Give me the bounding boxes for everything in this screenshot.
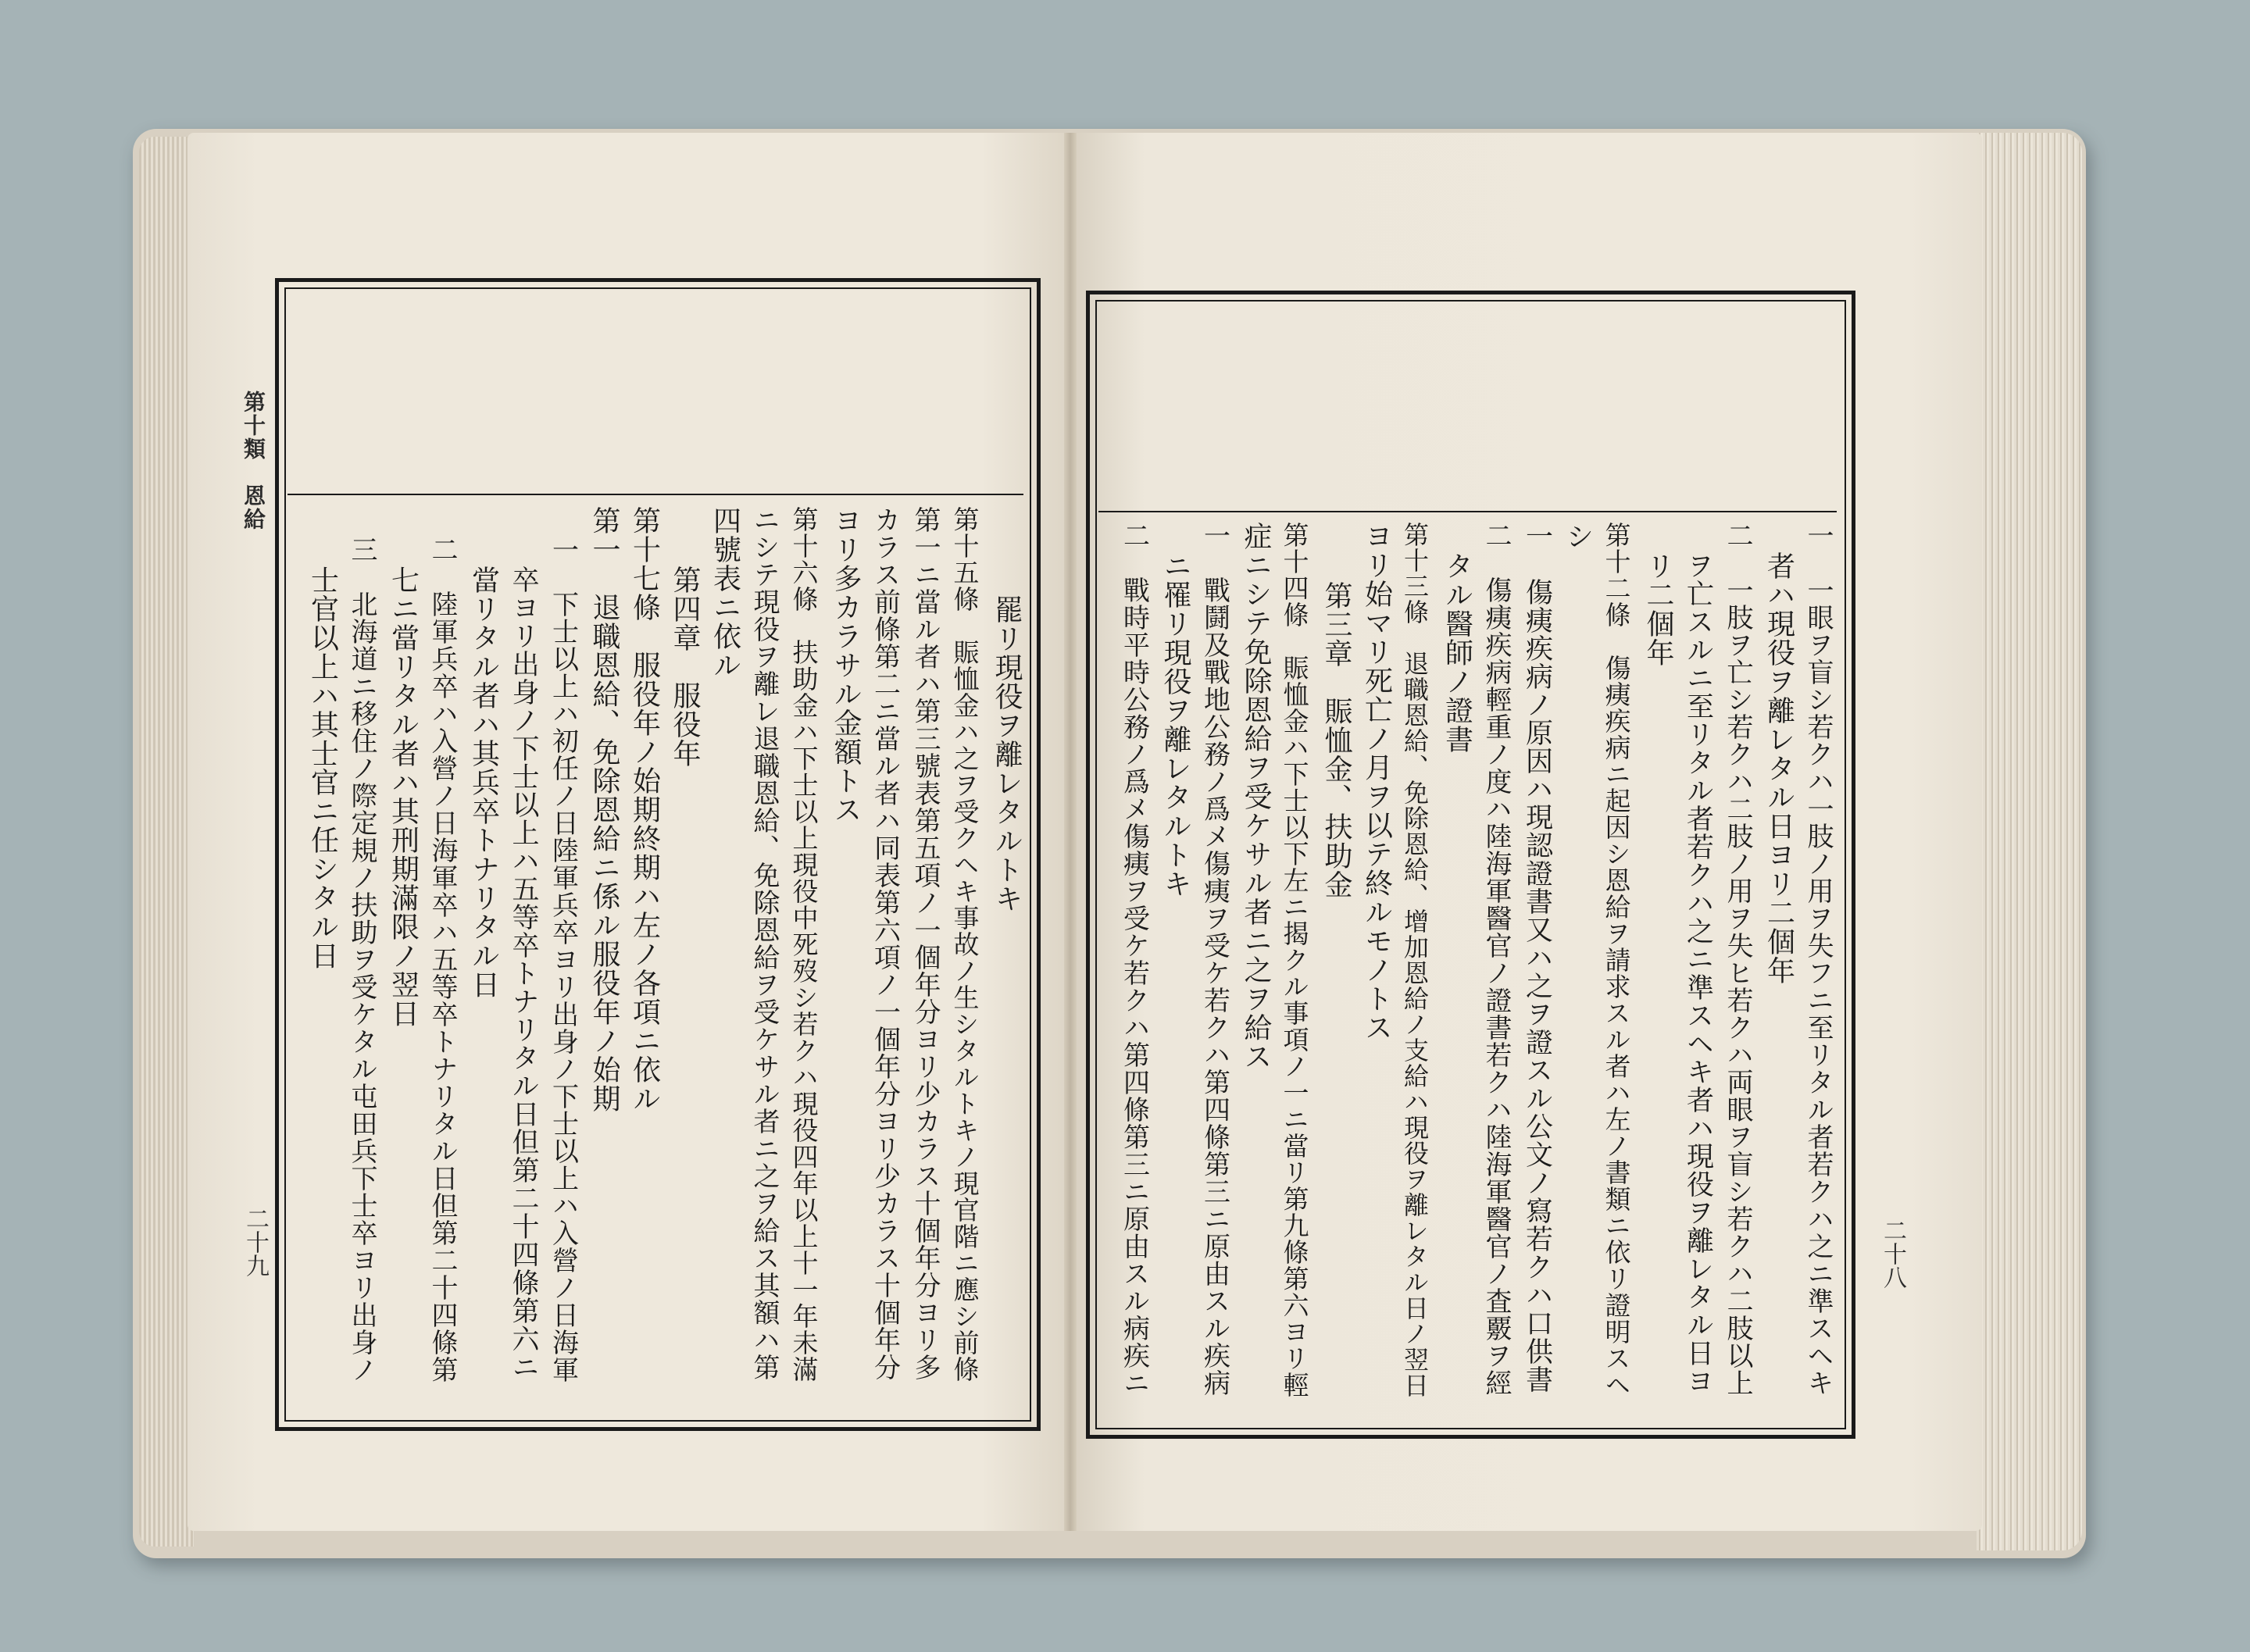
left-page-column: 第四章 服役年 [669,566,701,768]
left-page-column: ヨリ多カラサル金額トス [830,506,862,824]
right-page-column: 第十四條 賑恤金ハ下士以下左ニ揭クル事項ノ一ニ當リ第九條第六ヨリ輕 [1279,522,1310,1398]
left-page-column: 一 下士以上ハ初任ノ日陸軍兵卒ヨリ出身ノ下士以上ハ入營ノ日海軍 [547,536,579,1383]
left-page-column: ニシテ現役ヲ離レ退職恩給、免除恩給ヲ受ケサル者ニ之ヲ給ス其額ハ第 [748,506,780,1381]
right-page-column: 一 戰鬪及戰地公務ノ爲メ傷痍ヲ受ケ若クハ第四條第三ニ原由スル疾病 [1198,522,1230,1397]
left-page-column: 四號表ニ依ル [709,506,741,680]
right-page-column: リ二個年 [1642,551,1674,667]
right-page-column: 第十三條 退職恩給、免除恩給、增加恩給ノ支給ハ現役ヲ離レタル日ノ翌日 [1400,522,1430,1398]
left-header-rule [288,494,1023,495]
left-page-column: 罷リ現役ヲ離レタルトキ [991,595,1023,913]
left-page-column: 第十六條 扶助金ハ下士以上現役中死歿シ若クハ現役四年以上十一年未滿 [788,506,820,1383]
right-page-edges [1977,133,2082,1550]
right-page-column: ヲ亡スルニ至リタル者若クハ之ニ準スヘキ者ハ現役ヲ離レタル日ヨ [1682,551,1714,1395]
right-page-column: 一 傷痍疾病ノ原因ハ現認證書又ハ之ヲ證スル公文ノ寫若クハ口供書 [1521,522,1553,1393]
left-page-column: 七ニ當リタル者ハ其刑期滿限ノ翌日 [387,566,420,1028]
left-page-column: 第十七條 服役年ノ始期終期ハ左ノ各項ニ依ル [628,506,661,1113]
left-page-column: 卒ヨリ出身ノ下士以上ハ五等卒トナリタル日但第二十四條第六ニ [508,566,539,1381]
left-page-column: 第一 退職恩給、免除恩給ニ係ル服役年ノ始期 [588,506,620,1113]
right-page-column: ニ罹リ現役ヲ離レタルトキ [1159,551,1191,898]
left-page-column: 當リタル者ハ其兵卒トナリタル日 [467,566,500,999]
right-page-column: タル醫師ノ證書 [1441,551,1473,754]
right-page-column: 二 傷痍疾病輕重ノ度ハ陸海軍醫官ノ證書若クハ陸海軍醫官ノ査覈ヲ經 [1480,522,1512,1397]
left-page-column: 三 北海道ニ移住ノ際定規ノ扶助ヲ受ケタル屯田兵下士卒ヨリ出身ノ [346,536,377,1383]
right-page-column: シ [1562,522,1594,551]
left-page-column: 第十五條 賑恤金ハ之ヲ受クヘキ事故ノ生シタルトキノ現官階ニ應シ前條 [949,506,980,1383]
right-page-column: ヨリ始マリ死亡ノ月ヲ以テ終ルモノトス [1360,522,1393,1042]
left-page-column: カラス前條第二ニ當ル者ハ同表第六項ノ一個年分ヨリ少カラス十個年分 [869,506,901,1381]
left-page-column: 士官以上ハ其士官ニ任シタル日 [306,566,339,970]
right-header-rule [1098,511,1837,512]
right-page-column: 第十二條 傷痍疾病ニ起因シ恩給ヲ請求スル者ハ左ノ書類ニ依リ證明スヘ [1601,522,1632,1398]
left-page-column: 第一ニ當ル者ハ第三號表第五項ノ一個年分ヨリ少カラス十個年分ヨリ多 [909,506,941,1381]
right-page-column: 症ニシテ免除恩給ヲ受ケサル者ニ之ヲ給ス [1240,522,1272,1071]
right-page-number: 二十八 [1879,1218,1906,1289]
right-page-column: 者ハ現役ヲ離レタル日ヨリ二個年 [1762,551,1795,985]
running-header: 第十類 恩給 [241,391,266,531]
right-page-column: 二 戰時平時公務ノ爲メ傷痍ヲ受ケ若クハ第四條第三ニ原由スル病疾ニ [1118,522,1150,1397]
right-page-column: 二 一肢ヲ亡シ若クハ二肢ノ用ヲ失ヒ若クハ両眼ヲ盲シ若クハ二肢以上 [1722,522,1753,1397]
right-page-column: 一 一眼ヲ盲シ若クハ一肢ノ用ヲ失フニ至リタル者若クハ之ニ準スヘキ [1802,522,1834,1397]
left-page-number: 二十九 [241,1207,269,1277]
left-page-column: 二 陸軍兵卒ハ入營ノ日海軍卒ハ五等卒トナリタル日但第二十四條第 [427,536,458,1383]
right-page-column: 第三章 賑恤金、扶助金 [1320,581,1352,899]
left-page-edges [139,137,194,1547]
book-gutter [1064,133,1077,1531]
